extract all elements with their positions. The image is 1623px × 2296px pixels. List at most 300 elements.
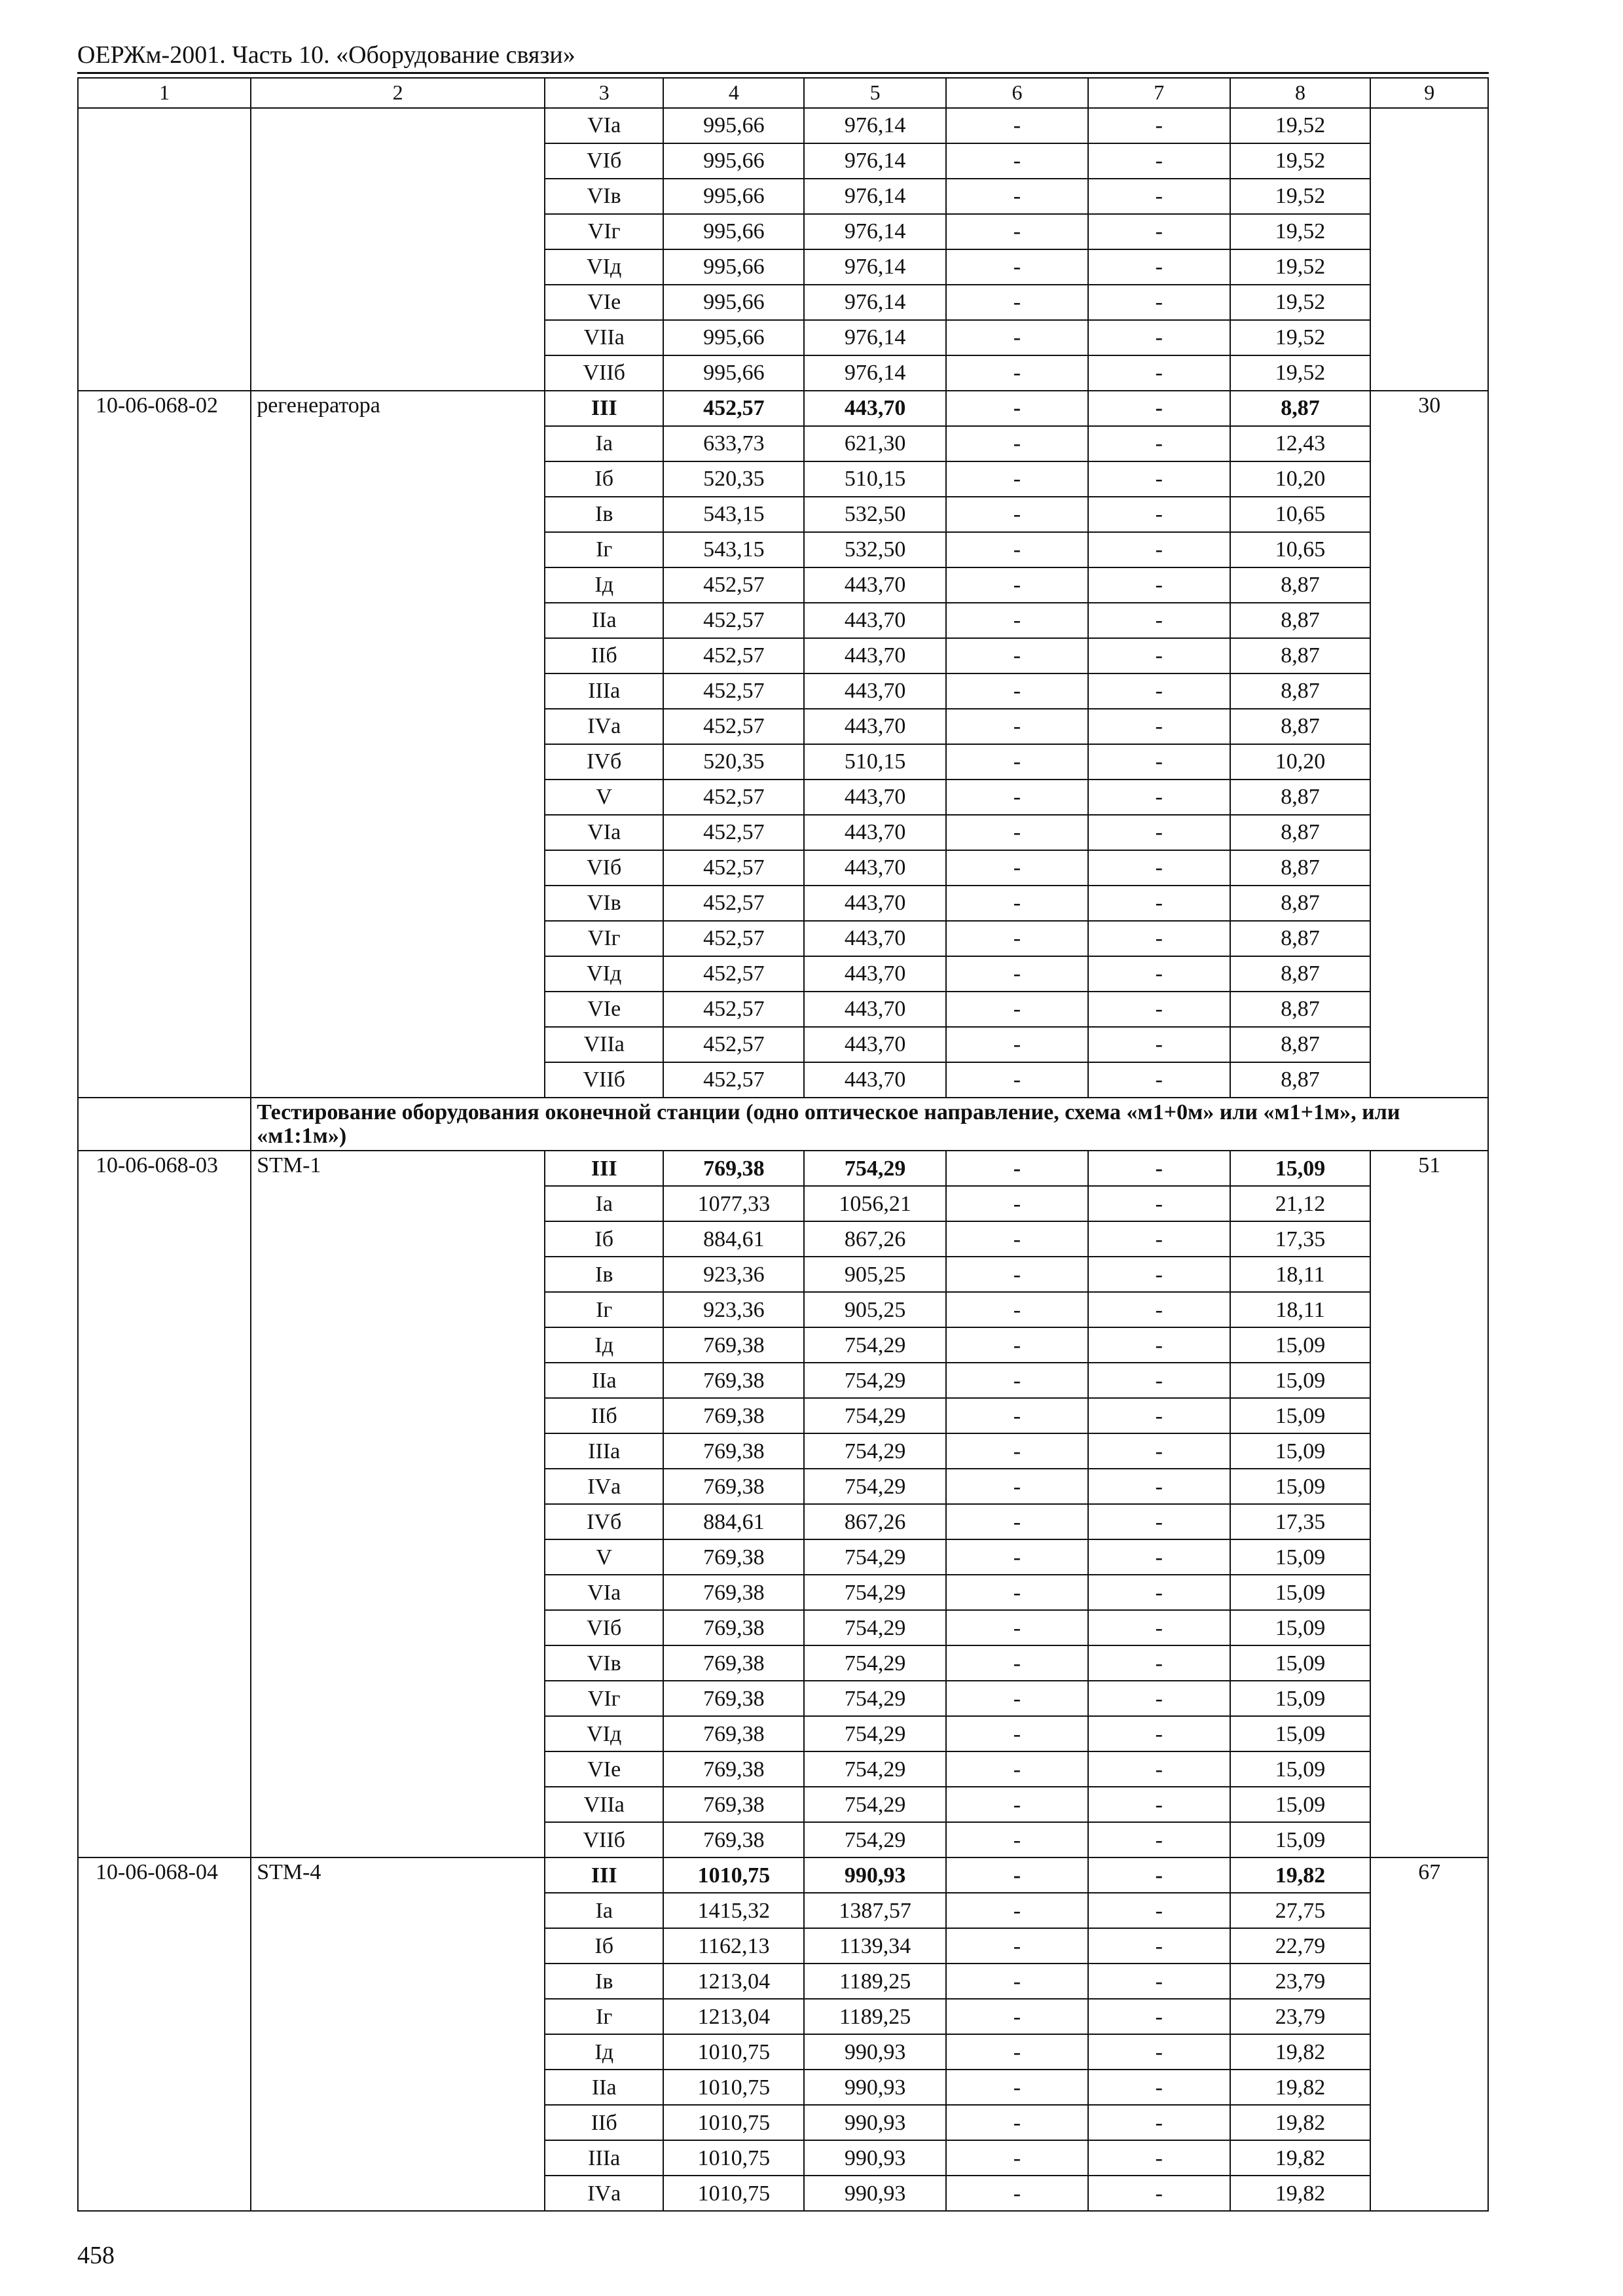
value-cell: 976,14 xyxy=(804,355,946,391)
value-cell: - xyxy=(1088,1398,1230,1433)
value-cell: - xyxy=(1088,2105,1230,2140)
value-cell: - xyxy=(1088,1504,1230,1539)
zone-cell: III xyxy=(545,1857,664,1893)
value-cell: - xyxy=(946,249,1088,285)
value-cell: 1010,75 xyxy=(663,2140,804,2176)
value-cell: - xyxy=(946,850,1088,886)
value-cell: 884,61 xyxy=(663,1221,804,1257)
value-cell: 8,87 xyxy=(1230,886,1371,921)
value-cell: - xyxy=(1088,638,1230,673)
value-cell: 769,38 xyxy=(663,1469,804,1504)
value-cell: 510,15 xyxy=(804,744,946,780)
value-cell: 8,87 xyxy=(1230,815,1371,850)
value-cell: - xyxy=(946,567,1088,603)
value-cell: 923,36 xyxy=(663,1257,804,1292)
value-cell: 23,79 xyxy=(1230,1964,1371,1999)
value-cell: 10,20 xyxy=(1230,461,1371,497)
value-cell: 452,57 xyxy=(663,956,804,992)
value-cell: - xyxy=(1088,497,1230,532)
value-cell: 443,70 xyxy=(804,1062,946,1098)
zone-cell: VIIб xyxy=(545,1062,664,1098)
value-cell: - xyxy=(946,1257,1088,1292)
value-cell: 754,29 xyxy=(804,1645,946,1681)
value-cell: 8,87 xyxy=(1230,850,1371,886)
value-cell: - xyxy=(1088,886,1230,921)
zone-cell: VIе xyxy=(545,285,664,320)
value-cell: 15,09 xyxy=(1230,1645,1371,1681)
value-cell: 769,38 xyxy=(663,1433,804,1469)
value-cell: 769,38 xyxy=(663,1151,804,1186)
value-cell: - xyxy=(1088,143,1230,179)
value-cell: - xyxy=(946,638,1088,673)
value-cell: 976,14 xyxy=(804,249,946,285)
value-cell: - xyxy=(1088,1964,1230,1999)
zone-cell: IIIа xyxy=(545,2140,664,2176)
zone-cell: VIд xyxy=(545,1716,664,1751)
labor-cell: 30 xyxy=(1370,391,1488,1098)
value-cell: 443,70 xyxy=(804,567,946,603)
value-cell: - xyxy=(946,744,1088,780)
labor-cell: 51 xyxy=(1370,1151,1488,1857)
value-cell: 452,57 xyxy=(663,850,804,886)
value-cell: 532,50 xyxy=(804,532,946,567)
zone-cell: III xyxy=(545,391,664,426)
value-cell: 17,35 xyxy=(1230,1504,1371,1539)
value-cell: - xyxy=(1088,2070,1230,2105)
value-cell: 452,57 xyxy=(663,921,804,956)
zone-cell: VIд xyxy=(545,249,664,285)
value-cell: - xyxy=(946,497,1088,532)
value-cell: 19,52 xyxy=(1230,249,1371,285)
zone-cell: IVа xyxy=(545,1469,664,1504)
zone-cell: IVб xyxy=(545,1504,664,1539)
value-cell: 976,14 xyxy=(804,108,946,143)
header-rule xyxy=(77,72,1489,74)
value-cell: 754,29 xyxy=(804,1787,946,1822)
value-cell: - xyxy=(1088,1027,1230,1062)
value-cell: - xyxy=(1088,249,1230,285)
value-cell: - xyxy=(946,532,1088,567)
value-cell: - xyxy=(1088,1857,1230,1893)
value-cell: 1213,04 xyxy=(663,1999,804,2034)
value-cell: - xyxy=(946,143,1088,179)
zone-cell: IIб xyxy=(545,2105,664,2140)
value-cell: 8,87 xyxy=(1230,992,1371,1027)
zone-cell: Iб xyxy=(545,461,664,497)
value-cell: - xyxy=(1088,1893,1230,1928)
zone-cell: IIIа xyxy=(545,1433,664,1469)
value-cell: - xyxy=(946,1857,1088,1893)
value-cell: - xyxy=(946,1575,1088,1610)
value-cell: 995,66 xyxy=(663,214,804,249)
value-cell: 19,52 xyxy=(1230,143,1371,179)
value-cell: 21,12 xyxy=(1230,1186,1371,1221)
value-cell: 452,57 xyxy=(663,992,804,1027)
value-cell: - xyxy=(946,603,1088,638)
value-cell: - xyxy=(946,355,1088,391)
value-cell: 754,29 xyxy=(804,1716,946,1751)
zone-cell: VIв xyxy=(545,179,664,214)
value-cell: 1077,33 xyxy=(663,1186,804,1221)
value-cell: 995,66 xyxy=(663,179,804,214)
value-cell: 754,29 xyxy=(804,1469,946,1504)
value-cell: 12,43 xyxy=(1230,426,1371,461)
value-cell: 8,87 xyxy=(1230,603,1371,638)
value-cell: 510,15 xyxy=(804,461,946,497)
zone-cell: VIд xyxy=(545,956,664,992)
value-cell: 1387,57 xyxy=(804,1893,946,1928)
value-cell: - xyxy=(1088,1469,1230,1504)
value-cell: - xyxy=(946,285,1088,320)
column-number: 3 xyxy=(545,78,664,108)
value-cell: 976,14 xyxy=(804,285,946,320)
value-cell: 905,25 xyxy=(804,1257,946,1292)
column-number: 8 xyxy=(1230,78,1371,108)
zone-cell: Iа xyxy=(545,1186,664,1221)
zone-cell: V xyxy=(545,780,664,815)
zone-cell: VIв xyxy=(545,886,664,921)
value-cell: - xyxy=(946,1999,1088,2034)
value-cell: 22,79 xyxy=(1230,1928,1371,1964)
value-cell: 769,38 xyxy=(663,1363,804,1398)
value-cell: 923,36 xyxy=(663,1292,804,1327)
value-cell: - xyxy=(946,921,1088,956)
zone-cell: VIв xyxy=(545,1645,664,1681)
value-cell: - xyxy=(946,461,1088,497)
value-cell: - xyxy=(1088,2140,1230,2176)
value-cell: 15,09 xyxy=(1230,1398,1371,1433)
value-cell: - xyxy=(946,1787,1088,1822)
value-cell: 769,38 xyxy=(663,1822,804,1857)
value-cell: 452,57 xyxy=(663,673,804,709)
value-cell: 452,57 xyxy=(663,567,804,603)
value-cell: - xyxy=(1088,1575,1230,1610)
value-cell: 867,26 xyxy=(804,1504,946,1539)
zone-cell: VIб xyxy=(545,1610,664,1645)
section-heading: Тестирование оборудования оконечной станции (одно оптическое направление, схема «м1+0м» или «м1+1м», или «м1:1м») xyxy=(251,1098,1488,1151)
value-cell: 19,52 xyxy=(1230,214,1371,249)
value-cell: 995,66 xyxy=(663,108,804,143)
value-cell: - xyxy=(1088,391,1230,426)
value-cell: 452,57 xyxy=(663,603,804,638)
value-cell: - xyxy=(946,2034,1088,2070)
zone-cell: Iд xyxy=(545,1327,664,1363)
value-cell: 976,14 xyxy=(804,214,946,249)
value-cell: 452,57 xyxy=(663,815,804,850)
value-cell: 15,09 xyxy=(1230,1151,1371,1186)
value-cell: 754,29 xyxy=(804,1751,946,1787)
value-cell: 754,29 xyxy=(804,1398,946,1433)
value-cell: 443,70 xyxy=(804,673,946,709)
table-row xyxy=(78,1857,1488,1893)
value-cell: - xyxy=(946,673,1088,709)
zone-cell: VIг xyxy=(545,921,664,956)
value-cell: 769,38 xyxy=(663,1327,804,1363)
value-cell: 8,87 xyxy=(1230,709,1371,744)
value-cell: 1139,34 xyxy=(804,1928,946,1964)
value-cell: 976,14 xyxy=(804,320,946,355)
value-cell: - xyxy=(1088,1822,1230,1857)
value-cell: - xyxy=(1088,744,1230,780)
value-cell: 995,66 xyxy=(663,320,804,355)
zone-cell: VIе xyxy=(545,992,664,1027)
value-cell: 995,66 xyxy=(663,249,804,285)
page-header: ОЕРЖм-2001. Часть 10. «Оборудование связи» xyxy=(77,41,575,69)
column-number: 1 xyxy=(78,78,251,108)
value-cell: 15,09 xyxy=(1230,1575,1371,1610)
value-cell: 10,65 xyxy=(1230,497,1371,532)
value-cell: 15,09 xyxy=(1230,1787,1371,1822)
value-cell: - xyxy=(946,815,1088,850)
column-number: 4 xyxy=(663,78,804,108)
value-cell: 990,93 xyxy=(804,2070,946,2105)
zone-cell: VIг xyxy=(545,1681,664,1716)
value-cell: - xyxy=(946,1151,1088,1186)
value-cell: 15,09 xyxy=(1230,1610,1371,1645)
value-cell: - xyxy=(946,1186,1088,1221)
value-cell: 1010,75 xyxy=(663,2070,804,2105)
value-cell: - xyxy=(946,1716,1088,1751)
value-cell: - xyxy=(1088,108,1230,143)
value-cell: 8,87 xyxy=(1230,391,1371,426)
value-cell: 443,70 xyxy=(804,603,946,638)
value-cell: 754,29 xyxy=(804,1822,946,1857)
section-heading-row xyxy=(78,1098,1488,1151)
value-cell: - xyxy=(946,1928,1088,1964)
value-cell: 1010,75 xyxy=(663,2105,804,2140)
value-cell: - xyxy=(1088,921,1230,956)
value-cell: - xyxy=(946,391,1088,426)
value-cell: 532,50 xyxy=(804,497,946,532)
value-cell: - xyxy=(1088,320,1230,355)
value-cell: - xyxy=(1088,2034,1230,2070)
value-cell: 769,38 xyxy=(663,1610,804,1645)
zone-cell: VIа xyxy=(545,815,664,850)
value-cell: 8,87 xyxy=(1230,673,1371,709)
zone-cell: Iб xyxy=(545,1221,664,1257)
value-cell: - xyxy=(1088,1751,1230,1787)
value-cell: 443,70 xyxy=(804,815,946,850)
value-cell: 621,30 xyxy=(804,426,946,461)
value-cell: 976,14 xyxy=(804,143,946,179)
value-cell: - xyxy=(1088,850,1230,886)
zone-cell: Iд xyxy=(545,2034,664,2070)
zone-cell: Iа xyxy=(545,1893,664,1928)
value-cell: - xyxy=(1088,426,1230,461)
value-cell: - xyxy=(1088,1257,1230,1292)
zone-cell: Iб xyxy=(545,1928,664,1964)
value-cell: 769,38 xyxy=(663,1716,804,1751)
value-cell: 769,38 xyxy=(663,1787,804,1822)
value-cell: 15,09 xyxy=(1230,1716,1371,1751)
zone-cell: VIг xyxy=(545,214,664,249)
value-cell: - xyxy=(1088,1327,1230,1363)
value-cell: 1213,04 xyxy=(663,1964,804,1999)
value-cell: - xyxy=(946,108,1088,143)
value-cell: - xyxy=(946,1610,1088,1645)
value-cell: 995,66 xyxy=(663,355,804,391)
value-cell: 754,29 xyxy=(804,1433,946,1469)
rates-table xyxy=(77,77,1489,2212)
value-cell: - xyxy=(946,1398,1088,1433)
zone-cell: VIIа xyxy=(545,320,664,355)
zone-cell: IIа xyxy=(545,603,664,638)
value-cell: - xyxy=(946,709,1088,744)
value-cell: 8,87 xyxy=(1230,1062,1371,1098)
value-cell: 19,82 xyxy=(1230,2034,1371,2070)
section-spacer-cell xyxy=(78,1098,251,1151)
value-cell: 754,29 xyxy=(804,1610,946,1645)
value-cell: 452,57 xyxy=(663,886,804,921)
rate-code-cell: 10-06-068-02 xyxy=(78,391,251,1098)
value-cell: 990,93 xyxy=(804,1857,946,1893)
value-cell: 520,35 xyxy=(663,744,804,780)
column-number: 9 xyxy=(1370,78,1488,108)
value-cell: 754,29 xyxy=(804,1151,946,1186)
value-cell: 27,75 xyxy=(1230,1893,1371,1928)
value-cell: 769,38 xyxy=(663,1681,804,1716)
value-cell: 443,70 xyxy=(804,780,946,815)
value-cell: 452,57 xyxy=(663,1027,804,1062)
value-cell: 976,14 xyxy=(804,179,946,214)
value-cell: - xyxy=(946,1433,1088,1469)
value-cell: 443,70 xyxy=(804,886,946,921)
value-cell: 995,66 xyxy=(663,285,804,320)
value-cell: - xyxy=(1088,532,1230,567)
value-cell: - xyxy=(946,1062,1088,1098)
value-cell: 905,25 xyxy=(804,1292,946,1327)
value-cell: 990,93 xyxy=(804,2140,946,2176)
value-cell: - xyxy=(1088,1151,1230,1186)
value-cell: - xyxy=(946,2176,1088,2211)
value-cell: 10,20 xyxy=(1230,744,1371,780)
value-cell: 443,70 xyxy=(804,850,946,886)
value-cell: 15,09 xyxy=(1230,1681,1371,1716)
value-cell: - xyxy=(946,1893,1088,1928)
column-numbers-row xyxy=(78,78,1488,108)
value-cell: - xyxy=(946,1469,1088,1504)
value-cell: - xyxy=(1088,1363,1230,1398)
value-cell: - xyxy=(946,956,1088,992)
zone-cell: Iв xyxy=(545,497,664,532)
table-body xyxy=(78,78,1488,2211)
value-cell: 543,15 xyxy=(663,497,804,532)
value-cell: 19,82 xyxy=(1230,2140,1371,2176)
value-cell: - xyxy=(946,320,1088,355)
value-cell: - xyxy=(946,2140,1088,2176)
value-cell: - xyxy=(1088,1221,1230,1257)
value-cell: 443,70 xyxy=(804,638,946,673)
rate-code-cell: 10-06-068-04 xyxy=(78,1857,251,2211)
value-cell: - xyxy=(1088,1716,1230,1751)
value-cell: - xyxy=(1088,1539,1230,1575)
value-cell: 769,38 xyxy=(663,1539,804,1575)
value-cell: 884,61 xyxy=(663,1504,804,1539)
value-cell: - xyxy=(1088,355,1230,391)
page-number: 458 xyxy=(77,2242,115,2269)
zone-cell: Iг xyxy=(545,1999,664,2034)
value-cell: 8,87 xyxy=(1230,1027,1371,1062)
value-cell: 19,52 xyxy=(1230,108,1371,143)
value-cell: 443,70 xyxy=(804,992,946,1027)
value-cell: 1010,75 xyxy=(663,2034,804,2070)
value-cell: 443,70 xyxy=(804,709,946,744)
labor-cell xyxy=(1370,108,1488,391)
value-cell: 867,26 xyxy=(804,1221,946,1257)
value-cell: - xyxy=(1088,2176,1230,2211)
value-cell: - xyxy=(946,1681,1088,1716)
zone-cell: IVб xyxy=(545,744,664,780)
table-row xyxy=(78,108,1488,143)
value-cell: 15,09 xyxy=(1230,1327,1371,1363)
value-cell: 19,52 xyxy=(1230,179,1371,214)
value-cell: - xyxy=(946,1964,1088,1999)
value-cell: 754,29 xyxy=(804,1575,946,1610)
value-cell: 18,11 xyxy=(1230,1292,1371,1327)
value-cell: 1010,75 xyxy=(663,2176,804,2211)
value-cell: - xyxy=(946,1027,1088,1062)
rate-code-cell: 10-06-068-03 xyxy=(78,1151,251,1857)
zone-cell: IVа xyxy=(545,2176,664,2211)
value-cell: - xyxy=(1088,567,1230,603)
value-cell: 8,87 xyxy=(1230,956,1371,992)
zone-cell: V xyxy=(545,1539,664,1575)
value-cell: 19,82 xyxy=(1230,2070,1371,2105)
value-cell: - xyxy=(946,1751,1088,1787)
zone-cell: IVа xyxy=(545,709,664,744)
value-cell: 1056,21 xyxy=(804,1186,946,1221)
value-cell: 990,93 xyxy=(804,2176,946,2211)
value-cell: - xyxy=(946,1327,1088,1363)
zone-cell: IIа xyxy=(545,2070,664,2105)
value-cell: 990,93 xyxy=(804,2034,946,2070)
value-cell: 754,29 xyxy=(804,1681,946,1716)
value-cell: 452,57 xyxy=(663,638,804,673)
value-cell: 1010,75 xyxy=(663,1857,804,1893)
value-cell: 8,87 xyxy=(1230,638,1371,673)
value-cell: - xyxy=(946,2105,1088,2140)
value-cell: 8,87 xyxy=(1230,921,1371,956)
value-cell: 19,82 xyxy=(1230,2105,1371,2140)
value-cell: - xyxy=(1088,1062,1230,1098)
value-cell: 15,09 xyxy=(1230,1363,1371,1398)
rate-name-cell: регенератора xyxy=(251,391,545,1098)
zone-cell: VIб xyxy=(545,850,664,886)
zone-cell: Iа xyxy=(545,426,664,461)
value-cell: 443,70 xyxy=(804,1027,946,1062)
column-number: 2 xyxy=(251,78,545,108)
value-cell: - xyxy=(1088,1928,1230,1964)
zone-cell: VIе xyxy=(545,1751,664,1787)
value-cell: 8,87 xyxy=(1230,567,1371,603)
value-cell: 1189,25 xyxy=(804,1999,946,2034)
value-cell: - xyxy=(1088,179,1230,214)
value-cell: - xyxy=(1088,673,1230,709)
value-cell: 543,15 xyxy=(663,532,804,567)
value-cell: 8,87 xyxy=(1230,780,1371,815)
zone-cell: Iд xyxy=(545,567,664,603)
table-row xyxy=(78,391,1488,426)
table-row xyxy=(78,1151,1488,1186)
value-cell: - xyxy=(946,1645,1088,1681)
value-cell: 452,57 xyxy=(663,391,804,426)
value-cell: - xyxy=(1088,1186,1230,1221)
column-number: 6 xyxy=(946,78,1088,108)
zone-cell: VIIа xyxy=(545,1787,664,1822)
value-cell: - xyxy=(946,886,1088,921)
value-cell: - xyxy=(1088,461,1230,497)
rate-name-cell: STM-4 xyxy=(251,1857,545,2211)
